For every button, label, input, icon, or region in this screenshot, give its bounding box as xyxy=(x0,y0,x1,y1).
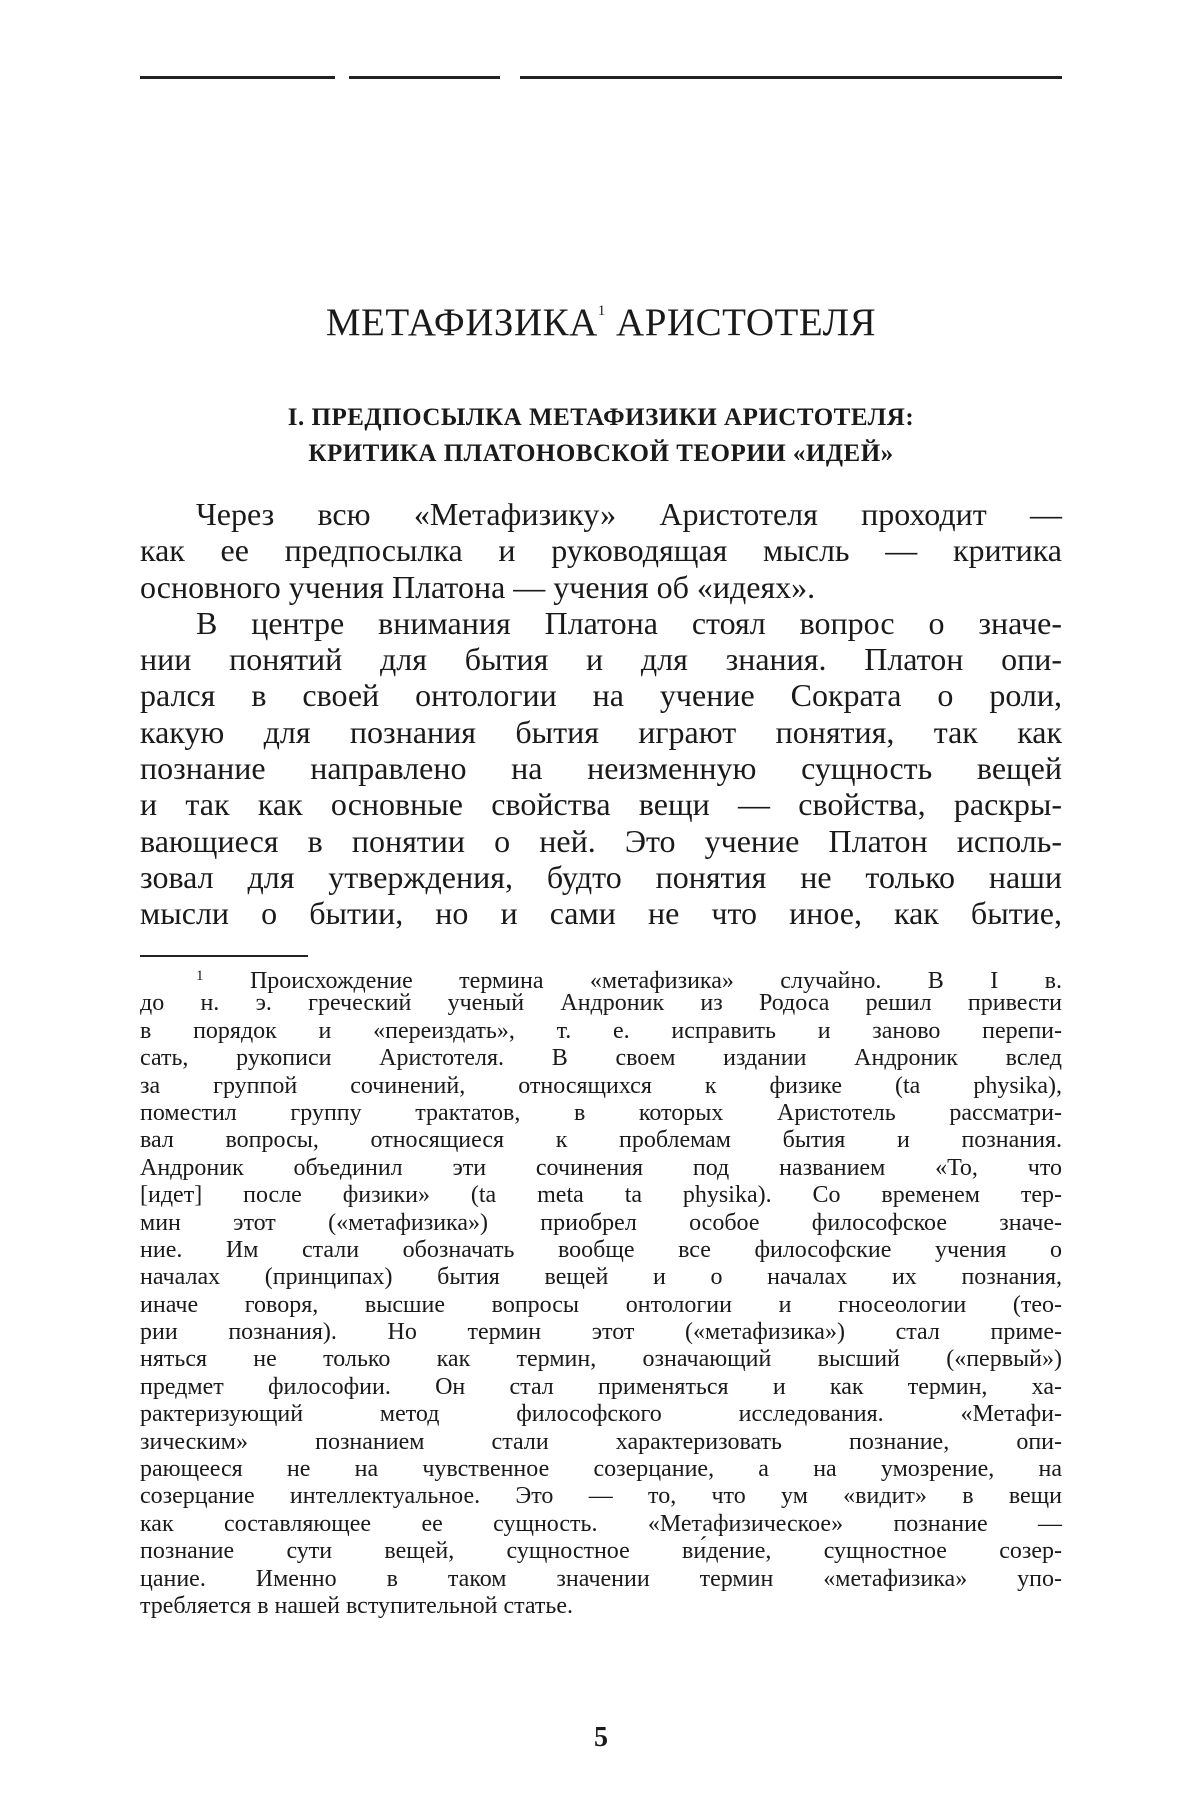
footnote-line: созерцание интеллектуальное. Это — то, что ум «видит» в вещи xyxy=(140,1483,1062,1510)
footnote-line: Андроник объединил эти сочинения под названием «То, что xyxy=(140,1154,1062,1181)
top-rule xyxy=(140,76,1062,79)
text-line: познание направлено на неизменную сущность вещей xyxy=(140,750,1062,787)
text-line: мысли о бытии, но и сами не что иное, как бытие, xyxy=(140,895,1062,932)
text-line: какую для познания бытия играют понятия, так как xyxy=(140,713,1062,750)
footnote-marker: 1 xyxy=(196,968,204,984)
page-number: 5 xyxy=(594,1722,608,1753)
text-line: как ее предпосылка и руководящая мысль — критика xyxy=(140,532,1062,569)
footnote-separator xyxy=(140,955,308,957)
footnote-line: за группой сочинений, относящихся к физике (ta physika), xyxy=(140,1072,1062,1099)
footnote-line: [идет] после физики» (ta meta ta physika). Со временем тер- xyxy=(140,1182,1062,1209)
text-line: и так как основные свойства вещи — свойства, раскры- xyxy=(140,786,1062,823)
footnote-line: иначе говоря, высшие вопросы онтологии и гносеологии (тео- xyxy=(140,1291,1062,1318)
footnote-line: рии познания). Но термин этот («метафизика») стал приме- xyxy=(140,1319,1062,1346)
footnote xyxy=(140,963,1062,1620)
footnote-line: началах (принципах) бытия вещей и о началах их познания, xyxy=(140,1264,1062,1291)
footnote-line: мин этот («метафизика») приобрел особое философское значе- xyxy=(140,1209,1062,1236)
text-line: зовал для утверждения, будто понятия не только наши xyxy=(140,858,1062,895)
footnote-line: познание сути вещей, сущностное ви́дение, сущностное созер- xyxy=(140,1538,1062,1565)
footnote-line: в порядок и «переиздать», т. е. исправить и заново перепи- xyxy=(140,1017,1062,1044)
title-suffix: АРИСТОТЕЛЯ xyxy=(616,301,877,344)
footnote-line: сать, рукописи Аристотеля. В своем издании Андроник вслед xyxy=(140,1045,1062,1072)
footnote-line: рающееся не на чувственное созерцание, а на умозрение, на xyxy=(140,1456,1062,1483)
footnote-line: как составляющее ее сущность. «Метафизическое» познание — xyxy=(140,1510,1062,1537)
page-title xyxy=(140,300,1062,345)
title-footnote-marker: 1 xyxy=(597,303,606,319)
footnote-line: $^1$ Происхождение термина «метафизика» случайно. В I в. xyxy=(196,968,1063,994)
section-heading-line: КРИТИКА ПЛАТОНОВСКОЙ ТЕОРИИ «ИДЕЙ» xyxy=(308,440,894,467)
footnote-line: няться не только как термин, означающий высший («первый») xyxy=(140,1346,1062,1373)
text-line: рался в своей онтологии на учение Сократа о роли, xyxy=(140,677,1062,714)
footnote-line: рактеризующий метод философского исследования. «Метафи- xyxy=(140,1401,1062,1428)
main-text xyxy=(140,496,1062,932)
footnote-line: вал вопросы, относящиеся к проблемам бытия и познания. xyxy=(140,1127,1062,1154)
footnote-line: цание. Именно в таком значении термин «метафизика» упо- xyxy=(140,1565,1062,1592)
footnote-line: ние. Им стали обозначать вообще все философские учения о xyxy=(140,1236,1062,1263)
section-heading-line: I. ПРЕДПОСЫЛКА МЕТАФИЗИКИ АРИСТОТЕЛЯ: xyxy=(287,404,915,431)
footnote-line: требляется в нашей вступительной статье. xyxy=(140,1592,573,1619)
footnote-line: предмет философии. Он стал применяться и как термин, ха- xyxy=(140,1373,1062,1400)
footnote-line: зическим» познанием стали характеризовать познание, опи- xyxy=(140,1428,1062,1455)
section-heading xyxy=(140,400,1062,472)
text-line: нии понятий для бытия и для знания. Платон опи- xyxy=(140,641,1062,678)
text-line: вающиеся в понятии о ней. Это учение Платон исполь- xyxy=(140,822,1062,859)
text-line: В центре внимания Платона стоял вопрос о значе- xyxy=(196,604,1062,641)
title-text: МЕТАФИЗИКА xyxy=(325,301,598,344)
text-line: основного учения Платона — учения об «идеях». xyxy=(140,568,816,605)
text-line: Через всю «Метафизику» Аристотеля проходит — xyxy=(196,496,1062,532)
footnote-line: до н. э. греческий ученый Андроник из Родоса решил привести xyxy=(140,990,1062,1017)
footnote-line: поместил группу трактатов, в которых Аристотель рассматри- xyxy=(140,1099,1062,1126)
